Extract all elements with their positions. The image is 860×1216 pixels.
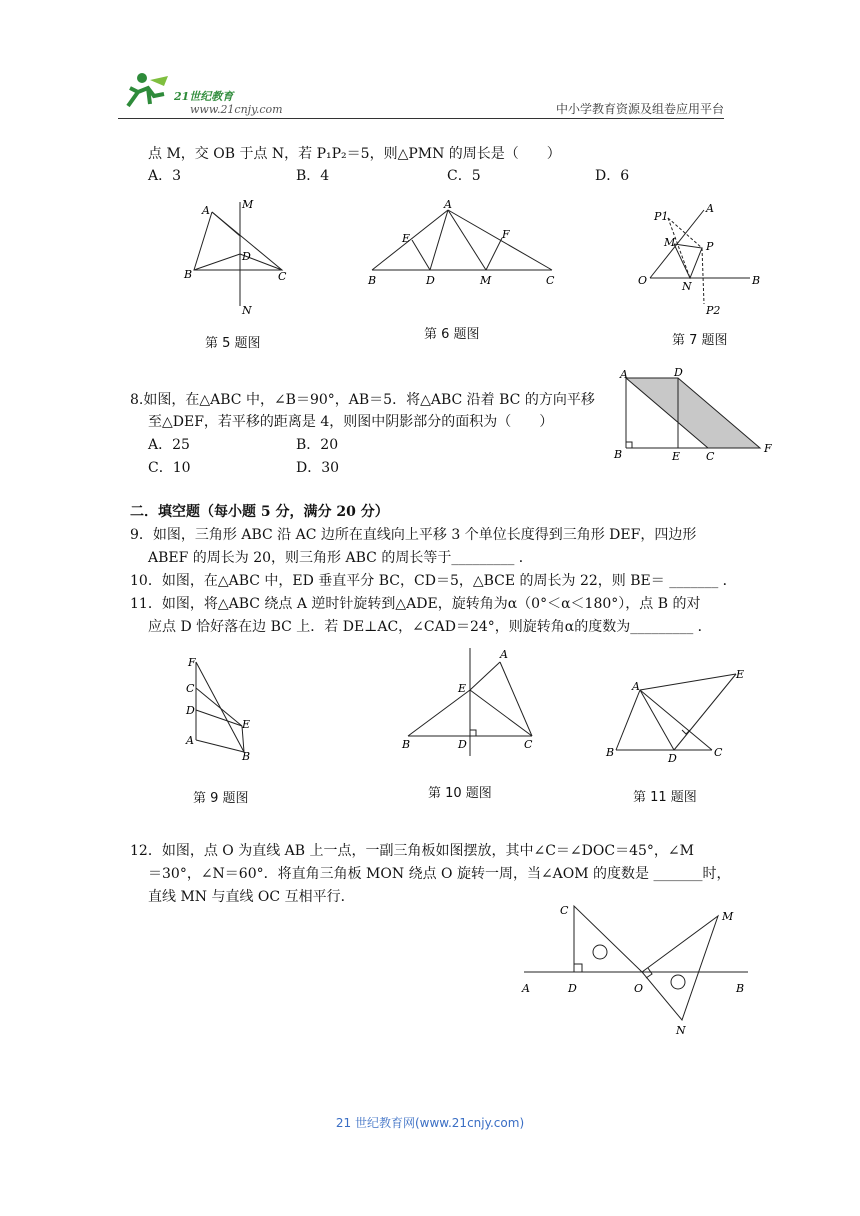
svg-text:C: C (714, 746, 723, 759)
caption-fig5: 第 5 题图 (205, 336, 261, 351)
svg-text:C: C (560, 904, 569, 917)
figure-5 (178, 196, 298, 316)
svg-text:N: N (682, 280, 692, 293)
q12-line2: ＝30°，∠N＝60°．将直角三角板 MON 绕点 O 旋转一周，当∠AOM 的度数是 _______时， (148, 866, 731, 882)
svg-text:O: O (638, 274, 648, 287)
svg-text:E: E (736, 668, 745, 681)
q12-line1: 12．如图，点 O 为直线 AB 上一点，一副三角板如图摆放，其中∠C＝∠DOC＝45°，∠M (130, 843, 694, 859)
svg-text:B: B (184, 268, 193, 281)
svg-text:B: B (368, 274, 377, 286)
svg-text:E: E (402, 232, 411, 245)
site-logo (120, 66, 320, 116)
svg-text:A: A (632, 680, 640, 693)
runner-icon (128, 73, 168, 106)
figure-8 (610, 366, 780, 466)
caption-fig6: 第 6 题图 (424, 327, 480, 342)
figure-7 (634, 200, 764, 320)
svg-text:D: D (458, 738, 467, 751)
q7-option-c: C．5 (447, 168, 481, 184)
figure-12 (516, 900, 766, 1040)
svg-text:B: B (242, 750, 251, 763)
svg-text:A: A (444, 198, 452, 211)
q7-option-a: A．3 (148, 168, 182, 184)
svg-text:B: B (402, 738, 411, 751)
svg-text:E: E (672, 450, 681, 463)
svg-text:A: A (500, 648, 508, 661)
svg-text:D: D (426, 274, 435, 286)
svg-text:A: A (706, 202, 714, 215)
svg-text:C: C (524, 738, 533, 751)
svg-text:C: C (546, 274, 555, 286)
caption-fig11: 第 11 题图 (633, 790, 697, 805)
svg-text:C: C (186, 682, 195, 695)
section-fill-in-title: 二．填空题（每小题 5 分，满分 20 分） (130, 504, 389, 520)
q7-option-b: B．4 (296, 168, 330, 184)
svg-text:B: B (606, 746, 615, 759)
footer-link[interactable]: 21 世纪教育网(www.21cnjy.com) (335, 1116, 525, 1130)
svg-text:C: C (706, 450, 715, 463)
svg-text:F: F (188, 656, 196, 669)
svg-text:D: D (668, 752, 677, 765)
svg-text:D: D (568, 982, 577, 995)
svg-text:D: D (242, 250, 251, 263)
figure-9 (180, 654, 260, 766)
figure-11 (604, 666, 754, 766)
q9-line2: ABEF 的周长为 20，则三角形 ABC 的周长等于_________ ． (148, 550, 533, 566)
figure-6 (362, 196, 562, 286)
caption-fig10: 第 10 题图 (428, 786, 492, 801)
svg-text:A: A (202, 204, 210, 217)
logo-url: www.21cnjy.com (190, 103, 283, 116)
svg-text:E: E (242, 718, 251, 731)
figure-10 (396, 644, 546, 760)
caption-fig9: 第 9 题图 (193, 791, 249, 806)
platform-name: 中小学教育资源及组卷应用平台 (555, 102, 724, 116)
svg-text:M: M (664, 236, 676, 249)
svg-text:M: M (480, 274, 492, 286)
caption-fig7: 第 7 题图 (672, 333, 728, 348)
svg-text:B: B (614, 448, 623, 461)
svg-text:P1: P1 (654, 210, 669, 223)
svg-text:C: C (278, 270, 287, 283)
svg-text:E: E (458, 682, 467, 695)
svg-text:P: P (706, 240, 714, 253)
q11-line2: 应点 D 恰好落在边 BC 上．若 DE⊥AC，∠CAD＝24°，则旋转角α的度数为_________ ． (148, 619, 712, 635)
q8-option-d: D．30 (296, 460, 340, 476)
q12-line3: 直线 MN 与直线 OC 互相平行． (148, 889, 355, 905)
svg-text:M: M (242, 198, 254, 211)
q8-option-a: A．25 (148, 437, 190, 453)
svg-text:P2: P2 (706, 304, 721, 317)
q10-text: 10．如图，在△ABC 中，ED 垂直平分 BC，CD＝5，△BCE 的周长为 22，则 BE＝ _______ ． (130, 573, 737, 589)
svg-text:D: D (186, 704, 195, 717)
svg-text:M: M (722, 910, 734, 923)
q7-option-d: D．6 (595, 168, 630, 184)
q8-option-c: C．10 (148, 460, 191, 476)
svg-text:B: B (752, 274, 761, 287)
svg-text:O: O (634, 982, 644, 995)
q8-line2: 至△DEF，若平移的距离是 4，则图中阴影部分的面积为（ ） (148, 414, 554, 430)
svg-text:N: N (676, 1024, 686, 1037)
q7-text: 点 M，交 OB 于点 N，若 P₁P₂＝5，则△PMN 的周长是（ ） (148, 146, 561, 162)
svg-text:A: A (186, 734, 194, 747)
q8-option-b: B．20 (296, 437, 339, 453)
header-divider (118, 118, 724, 119)
svg-text:A: A (522, 982, 530, 995)
q11-line1: 11．如图，将△ABC 绕点 A 逆时针旋转到△ADE，旋转角为α（0°＜α＜180°），点 B 的对 (130, 596, 701, 612)
svg-text:F: F (764, 442, 772, 455)
svg-text:A: A (620, 368, 628, 381)
logo-text: 21世纪教育 (174, 90, 234, 103)
q9-line1: 9．如图，三角形 ABC 沿 AC 边所在直线向上平移 3 个单位长度得到三角形 DEF，四边形 (130, 527, 697, 543)
svg-text:D: D (674, 366, 683, 379)
svg-text:B: B (736, 982, 745, 995)
q8-line1: 8.如图，在△ABC 中，∠B＝90°，AB＝5．将△ABC 沿着 BC 的方向平移 (130, 392, 595, 408)
svg-text:N: N (242, 304, 252, 316)
svg-text:F: F (502, 228, 510, 241)
